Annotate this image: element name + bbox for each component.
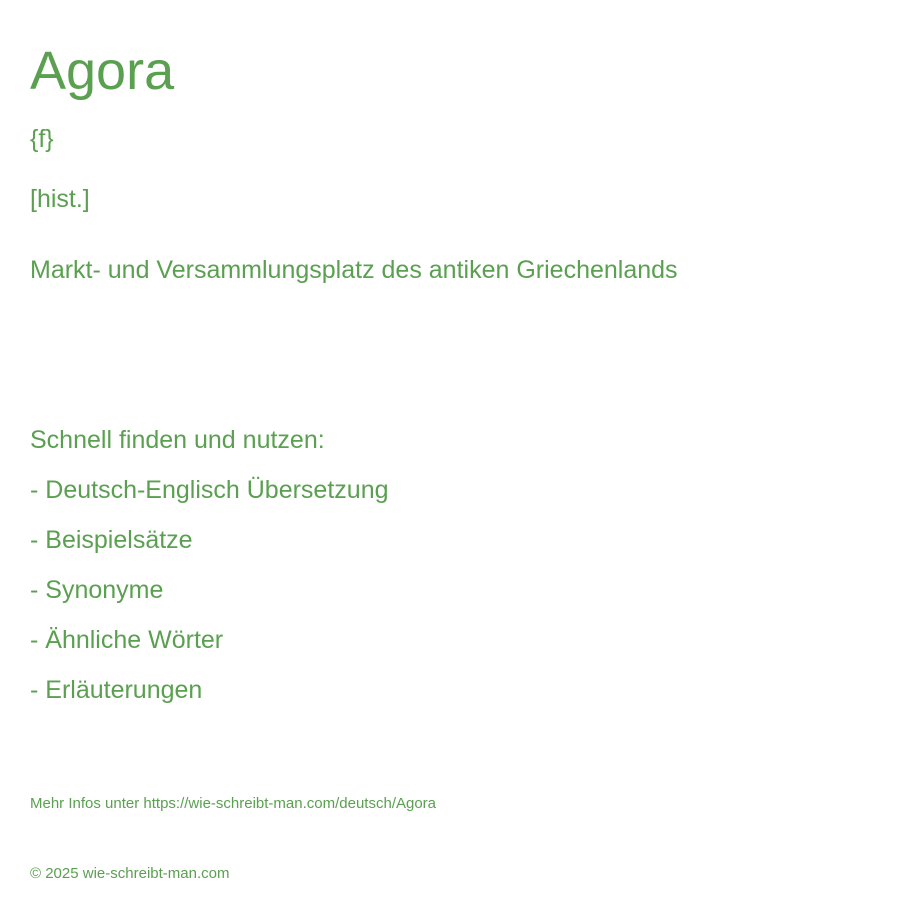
quick-link-example-sentences: - Beispielsätze bbox=[30, 526, 193, 554]
copyright-notice: © 2025 wie-schreibt-man.com bbox=[30, 865, 230, 882]
more-info-link: Mehr Infos unter https://wie-schreibt-man.com/deutsch/Agora bbox=[30, 795, 437, 812]
quick-link-synonyms: - Synonyme bbox=[30, 576, 164, 604]
quick-link-explanations: - Erläuterungen bbox=[30, 676, 203, 704]
definition-text: Markt- und Versammlungsplatz des antiken Griechenlands bbox=[30, 256, 678, 284]
quick-link-translation: - Deutsch-Englisch Übersetzung bbox=[30, 476, 389, 504]
quick-link-similar-words: - Ähnliche Wörter bbox=[30, 626, 224, 654]
usage-domain-label: [hist.] bbox=[30, 185, 90, 213]
page-title: Agora bbox=[30, 41, 175, 101]
quick-links-heading: Schnell finden und nutzen: bbox=[30, 426, 325, 454]
quick-links-list bbox=[30, 478, 389, 728]
grammatical-gender: {f} bbox=[30, 125, 54, 153]
